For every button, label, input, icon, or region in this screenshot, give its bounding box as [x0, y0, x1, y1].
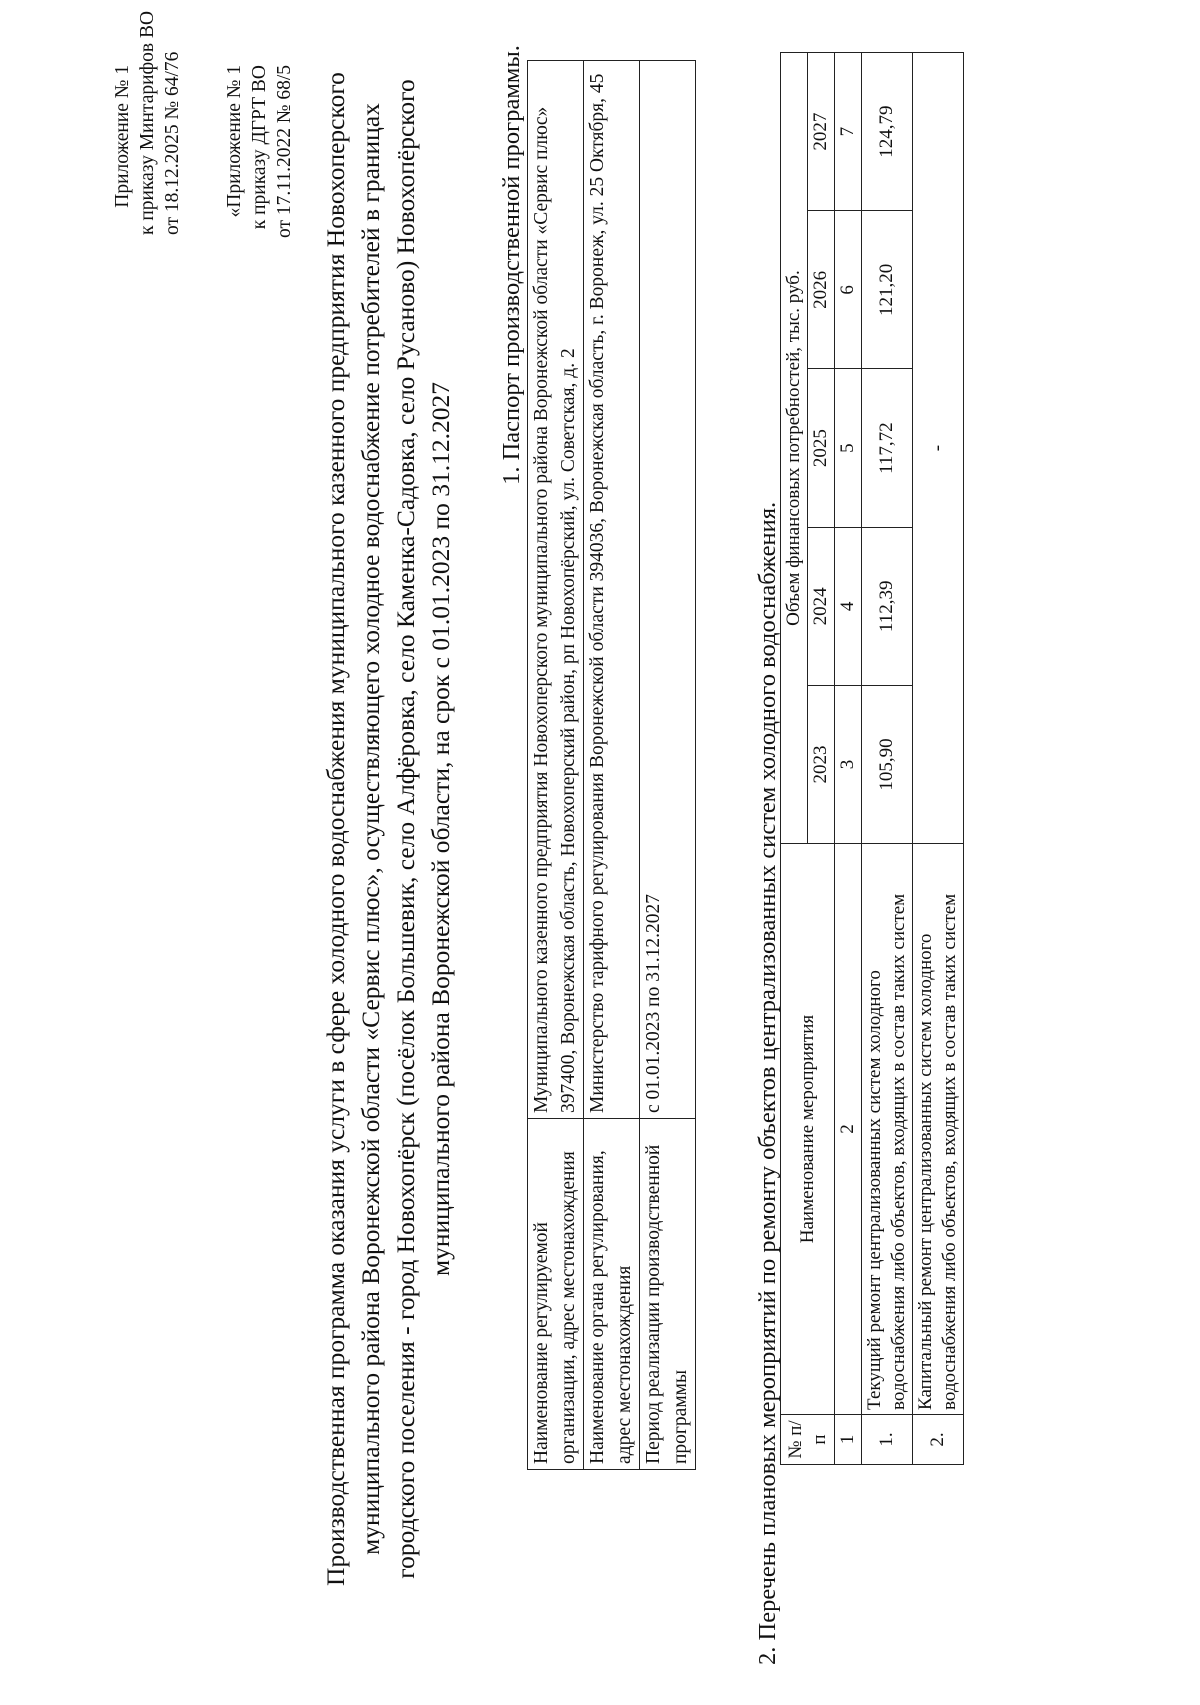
section2-heading: 2. Перечень плановых мероприятий по ремонту объектов централизованных систем холодного водоснабжения.: [754, 501, 781, 1665]
table-header-row: [781, 53, 808, 1465]
section1-heading: 1. Паспорт производственной программы.: [498, 45, 525, 485]
header-name: Наименование мероприятия: [781, 844, 835, 1415]
measure-value: 112,39: [862, 527, 913, 685]
header-year: 2023: [808, 685, 835, 843]
measure-value: 121,20: [862, 211, 913, 369]
passport-label: Наименование органа регулирования, адрес местонахождения: [584, 1119, 640, 1470]
appendix-line: к приказу ДГРТ ВО: [249, 65, 270, 230]
passport-value: Министерство тарифного регулирования Воронежской области 394036, Воронежская область, г. Воронеж, ул. 25 Октября, 45: [584, 61, 640, 1119]
measure-value: -: [913, 53, 964, 844]
column-number: 7: [835, 53, 862, 211]
appendix-previous: [222, 65, 297, 265]
measure-value: 124,79: [862, 53, 913, 211]
table-row: [584, 61, 640, 1470]
column-number: 3: [835, 685, 862, 843]
appendix-line: Приложение № 1: [112, 65, 133, 208]
header-volume: Объем финансовых потребностей, тыс. руб.: [781, 53, 808, 844]
appendix-line: от 17.11.2022 № 68/5: [274, 65, 295, 238]
header-year: 2024: [808, 527, 835, 685]
header-num: № п/п: [781, 1414, 835, 1464]
column-number: 4: [835, 527, 862, 685]
table-row: [640, 61, 696, 1470]
table-row: [862, 53, 913, 1465]
row-num: 2.: [913, 1414, 964, 1464]
table-row: [913, 53, 964, 1465]
column-number: 1: [835, 1414, 862, 1464]
measure-value: 117,72: [862, 369, 913, 527]
document-title: Производственная программа оказания услуги в сфере холодного водоснабжения муниципального казенного предприятия Новохоперского муниципального района Воронежской области «Сервис плюс», осуществляющего холодное водоснабжение потребителей в границах городского поселения - город Новохопёрск (посёлок Большевик, село Алфёровка, село Каменка-Садовка, село Русаново) Новохопёрского муниципального района Воронежской области, на срок с 01.01.2023 по 31.12.2027: [321, 72, 455, 1586]
table-row: [528, 61, 584, 1470]
measure-name: Текущий ремонт централизованных систем холодного водоснабжения либо объектов, входящих в состав таких систем: [862, 844, 913, 1415]
column-number: 6: [835, 211, 862, 369]
column-number: 5: [835, 369, 862, 527]
passport-value: с 01.01.2023 по 31.12.2027: [640, 61, 696, 1119]
header-year: 2025: [808, 369, 835, 527]
measure-value: 105,90: [862, 685, 913, 843]
measure-name: Капитальный ремонт централизованных систем холодного водоснабжения либо объектов, входящих в состав таких систем: [913, 844, 964, 1415]
column-number: 2: [835, 844, 862, 1415]
appendix-line: «Приложение № 1: [224, 65, 245, 218]
passport-value: Муниципального казенного предприятия Новохоперского муниципального района Воронежской области «Сервис плюс» 397400, Воронежская область, Новохоперский район, рп Новохопёрский, ул. Советская, д. 2: [528, 61, 584, 1119]
passport-label: Период реализации производственной программы: [640, 1119, 696, 1470]
row-num: 1.: [862, 1414, 913, 1464]
passport-label: Наименование регулируемой организации, адрес местонахождения: [528, 1119, 584, 1470]
column-number-row: [835, 53, 862, 1465]
measures-table: [780, 52, 964, 1465]
passport-table: [527, 60, 696, 1470]
header-year: 2027: [808, 53, 835, 211]
appendix-line: к приказу Минтарифов ВО: [137, 10, 158, 235]
appendix-line: от 18.12.2025 № 64/76: [162, 51, 183, 235]
appendix-current: [110, 10, 185, 235]
header-year: 2026: [808, 211, 835, 369]
